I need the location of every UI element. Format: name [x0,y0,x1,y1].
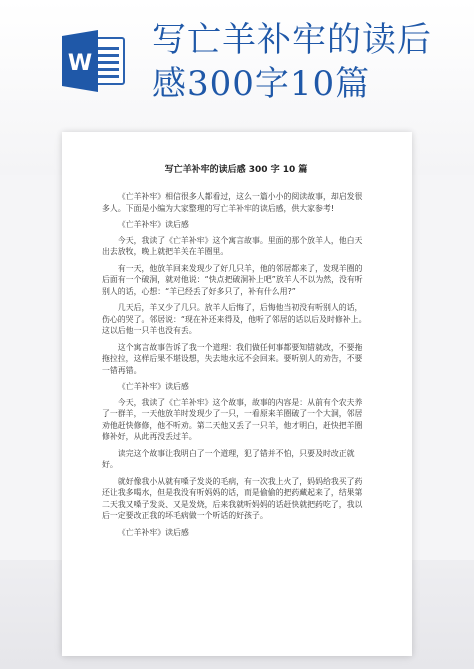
word-icon-letter: W [67,51,93,76]
document-page [62,132,412,656]
paragraph-intro: 《亡羊补牢》相信很多人都看过，这么一篇小小的阅读故事，却启发很多人。下面是小编为大家整理的写亡羊补牢的读后感，供大家参考! [102,192,363,213]
document-title: 写亡羊补牢的读后感 300 字 10 篇 [164,165,308,175]
word-icon [62,30,126,92]
paragraph: 几天后，羊又少了几只。放羊人后悔了，后悔他当初没有听别人的话，伤心的哭了。邻居说：“现在补还来得及，他听了邻居的话以后及时修补上。这以后他一只羊也没有丢。 [102,303,367,335]
section-heading: 《亡羊补牢》读后感 [117,382,189,391]
section-heading: 《亡羊补牢》读后感 [117,220,189,229]
paragraph: 今天，我读了《亡羊补牢》这个寓言故事。里面的那个放羊人，他白天出去放牧，晚上就把羊关在羊圈里。 [102,235,363,256]
paragraph: 读完这个故事让我明白了一个道理，犯了错并不怕，只要及时改正就好。 [102,448,355,469]
paragraph: 就好像我小从就有嗓子发炎的毛病，有一次我上火了，妈妈给我买了药还让我多喝水，但是我没有听妈妈的话，而是偷偷的把药藏起来了，结果第二天我又嗓子发炎、又是发烧，后来我就听妈妈的话赶快就把药吃了，我以后一定要改正我的坏毛病做一个听话的好孩子。 [102,476,363,520]
paragraph: 有一天，他放羊回来发现少了好几只羊，他的邻居都来了，发现羊圈的后面有一个破洞，就对他说：“快点把破洞补上吧”放羊人不以为然，没有听别人的话，心想：“羊已经丢了好多只了，补有什么用?” [102,263,363,296]
document-body [102,162,370,542]
paragraph: 今天，我读了《亡羊补牢》这个故事，故事的内容是：从前有个农夫养了一群羊，一天他放羊时发现少了一只，一看原来羊圈破了一个大洞，邻居劝他赶快修修，他不听劝。第二天他又丢了一只羊，他才明白，赶快把羊圈修补好，从此再没丢过羊。 [102,397,363,441]
page-title: 写亡羊补牢的读后感300字10篇 [152,20,432,104]
section-heading: 《亡羊补牢》读后感 [117,527,189,537]
paragraph: 这个寓言故事告诉了我一个道理：我们做任何事都要知错就改，不要拖拖拉拉，这样后果不堪设想，失去地永远不会回来。要听别人的劝告，不要一错再错。 [102,342,363,375]
